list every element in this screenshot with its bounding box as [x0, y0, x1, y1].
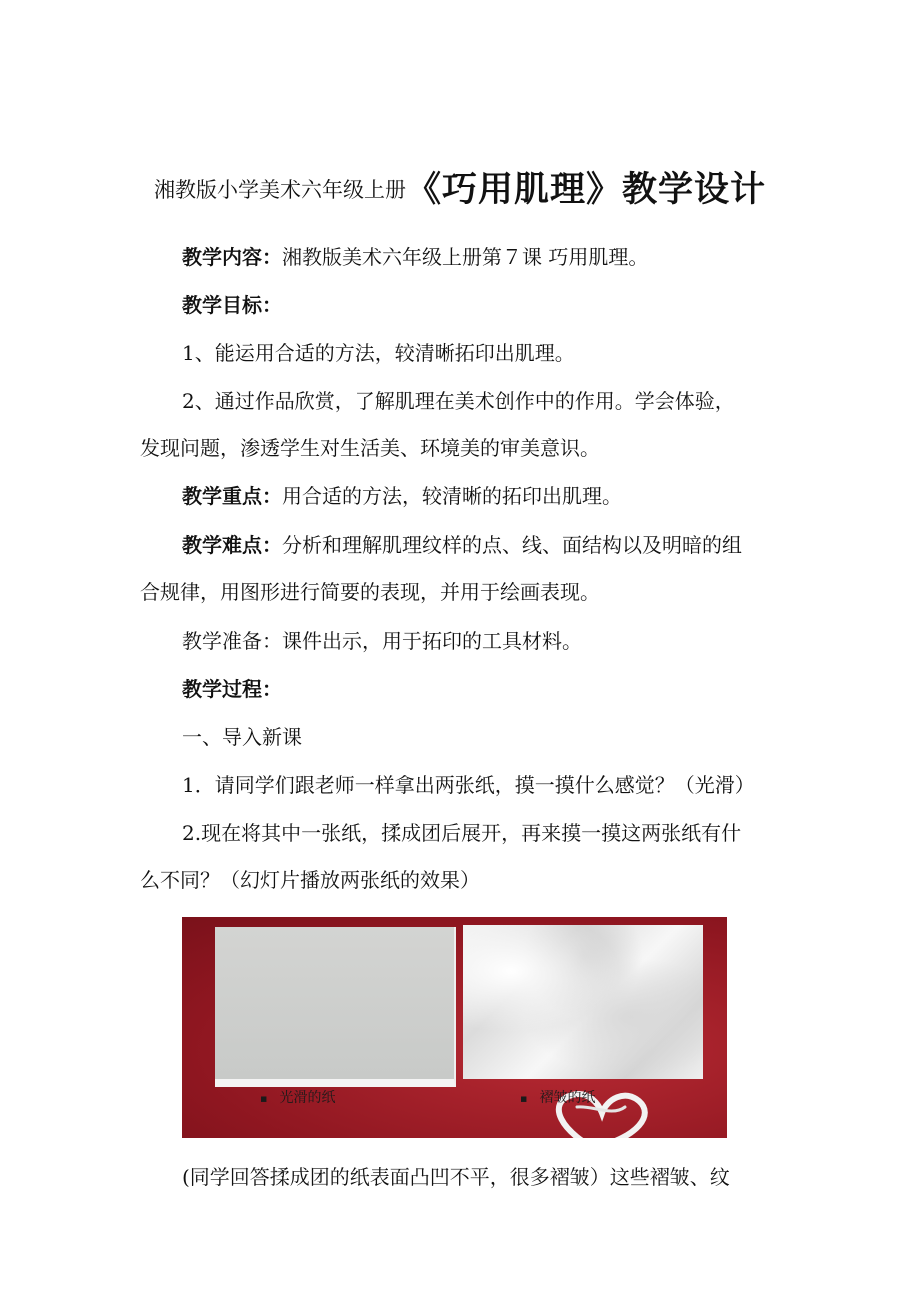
- caption-bullet-left: ▪: [260, 1092, 268, 1105]
- caption-smooth: [260, 1087, 335, 1107]
- difficulty-text: 分析和理解肌理纹样的点、线、面结构以及明暗的组: [282, 533, 742, 557]
- key-point-text: 用合适的方法，较清晰的拓印出肌理。: [282, 484, 622, 508]
- teaching-content-label: 教学内容：: [182, 245, 282, 269]
- caption-wrinkled-text: 褶皱的纸: [539, 1090, 596, 1106]
- title-prefix: 湘教版小学美术六年级上册: [153, 178, 406, 202]
- answer-line: (同学回答揉成团的纸表面凸凹不平，很多褶皱）这些褶皱、纹: [182, 1165, 730, 1189]
- objective-item-2-line-2: 发现问题，渗透学生对生活美、环境美的审美意识。: [140, 436, 600, 460]
- caption-smooth-text: 光滑的纸: [279, 1090, 336, 1106]
- teaching-content-text: 湘教版美术六年级上册第７课 巧用肌理。: [282, 245, 649, 269]
- teaching-content: [140, 234, 785, 281]
- wrinkled-paper-photo: [463, 925, 703, 1079]
- objective-item-1: 1、能运用合适的方法，较清晰拓印出肌理。: [182, 341, 575, 365]
- caption-wrinkled: [520, 1087, 595, 1107]
- difficulty-label: 教学难点：: [182, 533, 282, 557]
- objective-item-2-line-1: 2、通过作品欣赏，了解肌理在美术创作中的作用。学会体验，: [182, 389, 735, 413]
- title-main: 《巧用肌理》教学设计: [405, 170, 766, 210]
- document-title: [0, 162, 920, 212]
- process-label: 教学过程：: [182, 677, 282, 701]
- key-point: [140, 473, 785, 520]
- key-point-label: 教学重点：: [182, 484, 282, 508]
- difficulty-line-1: [140, 522, 785, 569]
- section-1-heading: 一、导入新课: [182, 725, 302, 749]
- difficulty-line-2: 合规律，用图形进行简要的表现，并用于绘画表现。: [140, 580, 600, 604]
- objectives-label: 教学目标：: [182, 293, 282, 317]
- preparation: 教学准备：课件出示，用于拓印的工具材料。: [182, 629, 582, 653]
- smooth-paper-photo: [215, 927, 456, 1087]
- step-1: 1．请同学们跟老师一样拿出两张纸，摸一摸什么感觉？（光滑）: [182, 773, 755, 797]
- slide-image: [182, 917, 727, 1138]
- caption-bullet-right: ▪: [520, 1092, 528, 1105]
- step-2-line-1: 2.现在将其中一张纸，揉成团后展开，再来摸一摸这两张纸有什: [182, 821, 742, 845]
- step-2-line-2: 么不同？（幻灯片播放两张纸的效果）: [140, 868, 480, 892]
